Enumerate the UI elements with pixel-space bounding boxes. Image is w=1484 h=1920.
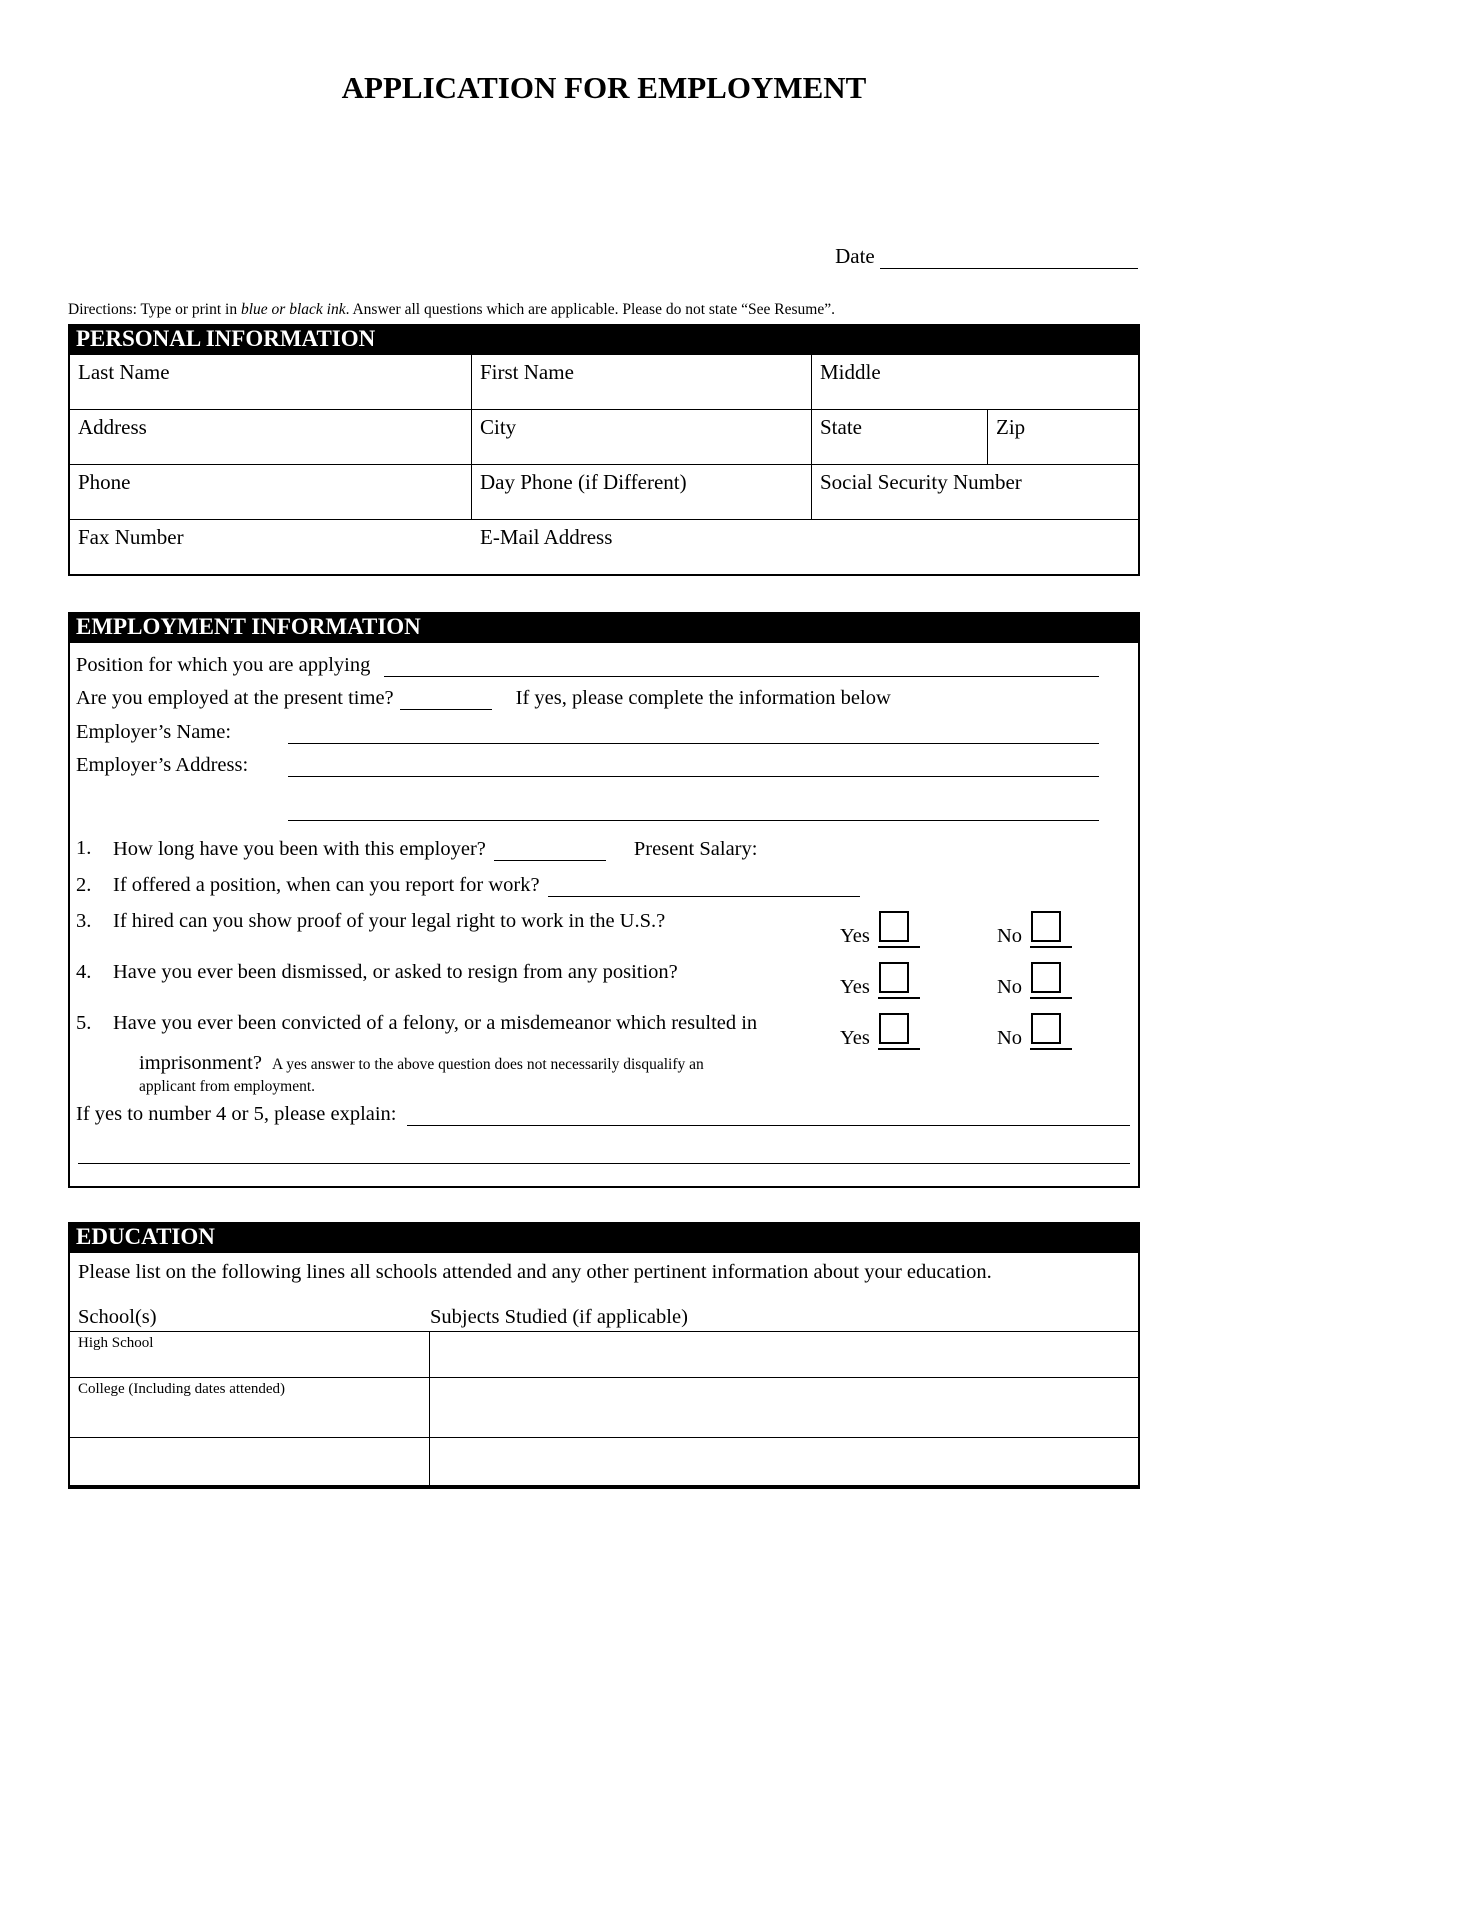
middle-name-label: Middle [820, 360, 881, 384]
high-school-subjects-cell[interactable] [430, 1332, 1138, 1377]
question-3-yes-no-group [840, 910, 1072, 948]
question-5-row [76, 1012, 1132, 1050]
question-4-yes-no-group [840, 961, 1072, 999]
question-2-row [76, 874, 1132, 898]
subjects-column-header: Subjects Studied (if applicable) [430, 1305, 688, 1328]
date-row [68, 244, 1140, 269]
employment-information-header: EMPLOYMENT INFORMATION [68, 612, 1140, 643]
day-phone-label: Day Phone (if Different) [480, 470, 687, 494]
question-4-no [997, 961, 1072, 999]
question-2-text-wrap [113, 874, 1132, 898]
employed-now-hint: If yes, please complete the information below [515, 687, 891, 710]
page-title: APPLICATION FOR EMPLOYMENT [341, 70, 867, 105]
question-4-number: 4. [76, 961, 92, 984]
college-label: College (Including dates attended) [78, 1380, 286, 1397]
directions-text [68, 301, 1140, 319]
education-intro: Please list on the following lines all schools attended and any other pertinent information about your education. [78, 1260, 992, 1283]
table-row [70, 410, 1138, 465]
question-1-number: 1. [76, 837, 92, 860]
directions-italic: blue or black ink [240, 301, 346, 318]
explain-label: If yes to number 4 or 5, please explain: [76, 1102, 397, 1125]
explain-input-line[interactable] [407, 1102, 1130, 1126]
first-name-field[interactable] [472, 355, 812, 409]
yes-label: Yes [840, 1027, 870, 1050]
question-5-yes-no-group [840, 1012, 1072, 1050]
email-label: E-Mail Address [480, 525, 613, 549]
question-3-yes [840, 910, 920, 948]
middle-name-field[interactable] [812, 355, 1138, 409]
employer-name-row [76, 720, 1132, 744]
fax-field[interactable] [70, 520, 472, 574]
question-5-number: 5. [76, 1012, 92, 1035]
question-2-input-line[interactable] [548, 874, 860, 898]
yes-label: Yes [840, 976, 870, 999]
position-input-line[interactable] [384, 653, 1099, 677]
high-school-cell[interactable] [70, 1332, 430, 1377]
extra-school-subjects-cell[interactable] [430, 1438, 1138, 1485]
question-4-text-wrap [113, 961, 840, 984]
high-school-label: High School [78, 1334, 154, 1351]
explain-continuation-line[interactable] [78, 1142, 1130, 1164]
question-5-yes [840, 1012, 920, 1050]
question-3-text: If hired can you show proof of your legal right to work in the U.S.? [113, 910, 666, 933]
date-input-line[interactable] [880, 245, 1138, 269]
last-name-label: Last Name [78, 360, 170, 384]
question-5-text-wrap [113, 1012, 840, 1035]
personal-information-table [68, 355, 1140, 576]
question-1-text: How long have you been with this employer? [113, 837, 486, 860]
question-3-number: 3. [76, 910, 92, 933]
address-field[interactable] [70, 410, 472, 464]
address-label: Address [78, 415, 147, 439]
employer-address-input-line[interactable] [288, 754, 1099, 778]
college-cell[interactable] [70, 1378, 430, 1437]
position-row [76, 653, 1132, 677]
question-5-text: Have you ever been convicted of a felony, or a misdemeanor which resulted in [113, 1012, 758, 1035]
no-checkbox-q3[interactable] [1030, 910, 1072, 948]
ssn-label: Social Security Number [820, 470, 1022, 494]
question-4-yes [840, 961, 920, 999]
employer-address-continuation-line[interactable] [288, 799, 1099, 821]
first-name-label: First Name [480, 360, 574, 384]
question-3-no [997, 910, 1072, 948]
question-2-number: 2. [76, 873, 92, 896]
employer-address-label: Employer’s Address: [76, 754, 249, 777]
employed-now-label: Are you employed at the present time? [76, 687, 394, 710]
table-row [70, 355, 1138, 410]
employment-information-section [68, 643, 1140, 1188]
state-field[interactable] [812, 410, 988, 464]
day-phone-field[interactable] [472, 465, 812, 519]
question-5-line2 [139, 1052, 1132, 1075]
table-row [70, 465, 1138, 520]
employer-name-input-line[interactable] [288, 720, 1099, 744]
no-label: No [996, 1027, 1022, 1050]
last-name-field[interactable] [70, 355, 472, 409]
extra-school-row [70, 1438, 1138, 1485]
high-school-row [70, 1332, 1138, 1378]
employed-now-row [76, 687, 1132, 711]
yes-checkbox-q3[interactable] [878, 910, 920, 948]
education-column-headers [70, 1306, 1138, 1332]
question-5-no [997, 1012, 1072, 1050]
question-3-row [76, 910, 1132, 948]
no-label: No [996, 976, 1022, 999]
date-label: Date [835, 244, 875, 268]
zip-label: Zip [996, 415, 1026, 439]
question-2-text: If offered a position, when can you report for work? [113, 874, 540, 897]
city-label: City [480, 415, 517, 439]
question-1-input-line[interactable] [494, 837, 606, 861]
zip-field[interactable] [988, 410, 1138, 464]
question-5-note-line1: A yes answer to the above question does not necessarily disqualify an [271, 1056, 704, 1074]
position-label: Position for which you are applying [76, 653, 371, 676]
present-salary-label: Present Salary: [633, 837, 758, 860]
no-label: No [996, 925, 1022, 948]
education-section [68, 1253, 1140, 1489]
schools-column-header [70, 1306, 430, 1329]
page-content [68, 0, 1140, 1489]
extra-school-cell[interactable] [70, 1438, 430, 1485]
education-header: EDUCATION [68, 1222, 1140, 1253]
city-field[interactable] [472, 410, 812, 464]
question-4-text: Have you ever been dismissed, or asked to resign from any position? [113, 961, 678, 984]
table-row [70, 520, 1138, 574]
question-5-line2-text: imprisonment? [139, 1052, 262, 1075]
question-1-text-wrap [113, 837, 1132, 861]
college-row [70, 1378, 1138, 1438]
phone-label: Phone [78, 470, 131, 494]
phone-field[interactable] [70, 465, 472, 519]
no-checkbox-q5[interactable] [1030, 1012, 1072, 1050]
employer-address-row [76, 754, 1132, 778]
directions-prefix: Directions: Type or print in [68, 301, 241, 318]
question-3-text-wrap [113, 910, 840, 933]
ssn-field[interactable] [812, 465, 1138, 519]
explain-row [76, 1102, 1132, 1126]
yes-checkbox-q5[interactable] [878, 1012, 920, 1050]
schools-column-header-label: School(s) [78, 1305, 157, 1328]
question-4-row [76, 961, 1132, 999]
employed-now-input-line[interactable] [400, 687, 492, 711]
fax-label: Fax Number [78, 525, 184, 549]
no-checkbox-q4[interactable] [1030, 961, 1072, 999]
state-label: State [820, 415, 862, 439]
question-1-row [76, 837, 1132, 861]
college-subjects-cell[interactable] [430, 1378, 1138, 1437]
yes-checkbox-q4[interactable] [878, 961, 920, 999]
question-5-note-line2: applicant from employment. [139, 1078, 316, 1096]
email-field[interactable] [472, 520, 1138, 574]
personal-information-header: PERSONAL INFORMATION [68, 324, 1140, 355]
employer-name-label: Employer’s Name: [76, 720, 232, 743]
yes-label: Yes [840, 925, 870, 948]
directions-suffix: . Answer all questions which are applicable. Please do not state “See Resume”. [345, 301, 835, 318]
